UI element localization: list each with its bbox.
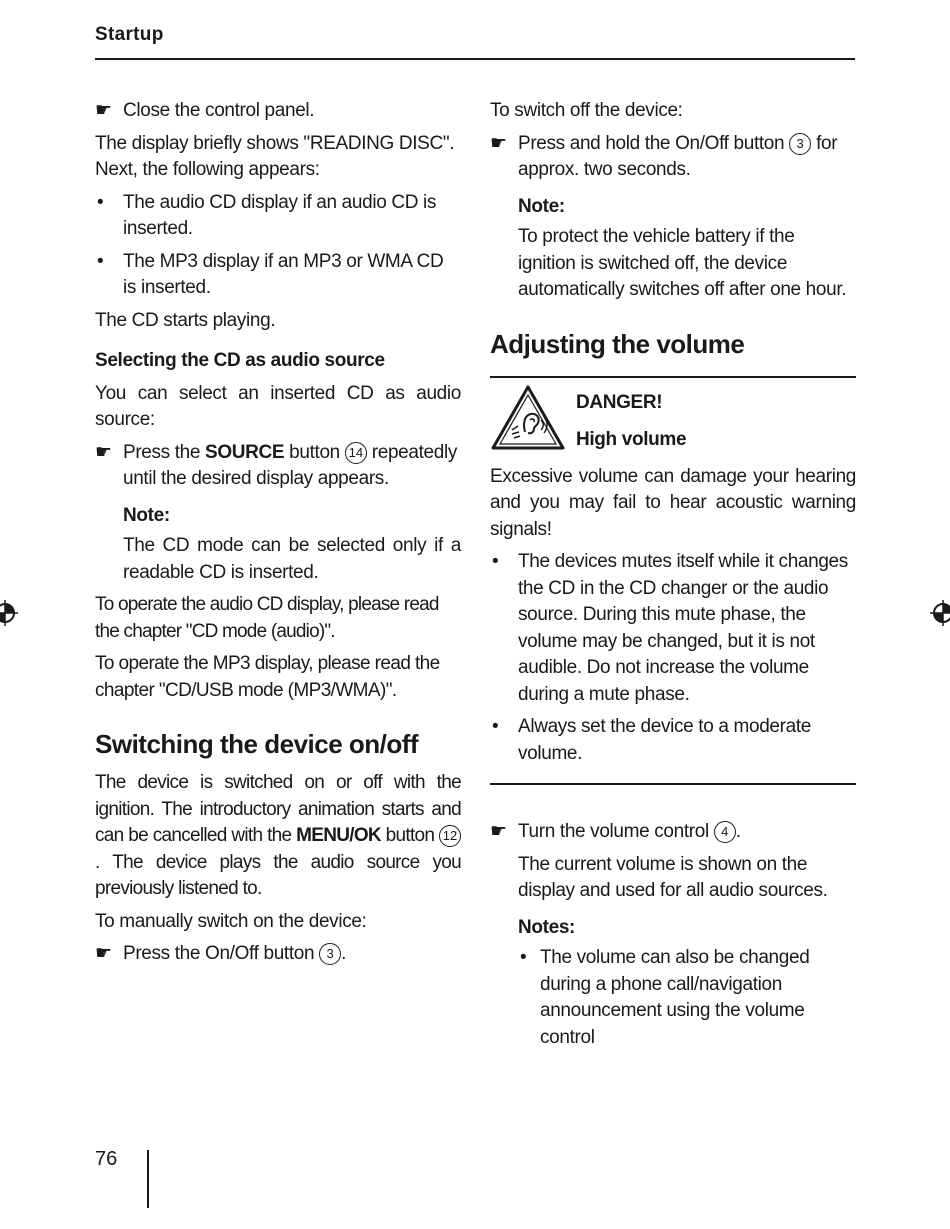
button-number-badge: 14 — [345, 442, 367, 464]
section-title-switching: Switching the device on/off — [95, 729, 419, 759]
danger-list — [490, 549, 856, 767]
registration-mark-icon — [930, 600, 950, 626]
pointing-hand-icon: ☛ — [95, 441, 112, 463]
section-header: Startup — [95, 24, 164, 45]
pointing-hand-icon: ☛ — [95, 943, 112, 964]
display-list — [95, 190, 461, 302]
audio-cd-paragraph: To operate the audio CD display, please read the chapter "CD mode (audio)". — [95, 594, 439, 642]
danger-box — [490, 376, 856, 786]
note-text: The CD mode can be selected only if a readable CD is inserted. — [123, 535, 461, 583]
note-label: Note: — [518, 195, 565, 217]
right-column — [490, 98, 856, 1057]
list-item: • The volume can also be changed during a phone call/navigation announcement using the volume control — [520, 947, 810, 1048]
cd-starts-text: The CD starts playing. — [95, 309, 276, 331]
section-title-volume: Adjusting the volume — [490, 328, 745, 359]
danger-text: Excessive volume can damage your hearing and you may fail to hear acoustic warning signals! — [490, 465, 856, 540]
page-number: 76 — [95, 1148, 118, 1170]
step-hold-onoff: ☛ Press and hold the On/Off button 3 for approx. two seconds. — [490, 132, 838, 180]
select-intro: You can select an inserted CD as audio source: — [95, 382, 461, 430]
notes-label: Notes: — [518, 916, 576, 938]
bullet-icon: • — [520, 947, 527, 968]
list-item: • The devices mutes itself while it changes the CD in the CD changer or the audio source. During this mute phase, the volume may be changed, but it is not audible. Do not increase the volume during a mute phase. — [492, 551, 848, 705]
mp3-paragraph: To operate the MP3 display, please read the chapter "CD/USB mode (MP3/WMA)". — [95, 653, 440, 701]
hearing-warning-icon — [490, 384, 566, 452]
list-item: • The audio CD display if an audio CD is inserted. — [97, 191, 437, 239]
notes-list — [518, 945, 856, 1051]
button-number-badge: 3 — [789, 133, 811, 155]
note-text: To protect the vehicle battery if the ignition is switched off, the device automatically switches off after one hour. — [518, 226, 847, 300]
switch-off-text: To switch off the device: — [490, 100, 683, 121]
volume-text: The current volume is shown on the display and used for all audio sources. — [518, 853, 828, 901]
pointing-hand-icon: ☛ — [95, 100, 112, 121]
step-turn-volume: ☛ Turn the volume control 4 . — [490, 819, 856, 846]
pointing-hand-icon: ☛ — [490, 821, 507, 842]
danger-label: DANGER! — [576, 391, 663, 413]
page-header — [95, 24, 855, 60]
danger-titles — [576, 384, 686, 458]
button-number-badge: 4 — [714, 821, 736, 843]
notes-block — [490, 915, 856, 1052]
button-number-badge: 3 — [319, 943, 341, 965]
bullet-icon: • — [97, 250, 104, 272]
step-close-panel: ☛ Close the control panel. — [95, 98, 461, 125]
footer-rule — [147, 1150, 149, 1208]
bullet-icon: • — [492, 551, 499, 572]
list-item: • The MP3 display if an MP3 or WMA CD is inserted. — [97, 250, 444, 298]
bullet-icon: • — [492, 716, 499, 737]
danger-title: High volume — [576, 428, 687, 450]
switch-paragraph: The device is switched on or off with the ignition. The introductory animation starts and can be cancelled with the MENU/OK button 12. The device plays the audio source you previously listened to. — [95, 772, 461, 899]
subheading-cd-source: Selecting the CD as audio source — [95, 350, 385, 371]
list-item: • Always set the device to a moderate volume. — [492, 716, 811, 764]
note-label: Note: — [123, 504, 170, 526]
display-paragraph: The display briefly shows "READING DISC". Next, the following appears: — [95, 132, 455, 180]
pointing-hand-icon: ☛ — [490, 132, 507, 154]
left-column — [95, 98, 461, 974]
button-number-badge: 12 — [439, 825, 461, 847]
note-block — [95, 503, 461, 587]
note-block — [490, 194, 856, 304]
step-press-onoff: ☛ Press the On/Off button 3 . — [95, 941, 461, 968]
registration-mark-icon — [0, 600, 18, 626]
bullet-icon: • — [97, 191, 104, 213]
danger-header — [490, 384, 856, 458]
step-press-source: ☛ Press the SOURCE button 14 repeatedly until the desired display appears. — [95, 441, 458, 489]
manual-on-text: To manually switch on the device: — [95, 910, 367, 932]
